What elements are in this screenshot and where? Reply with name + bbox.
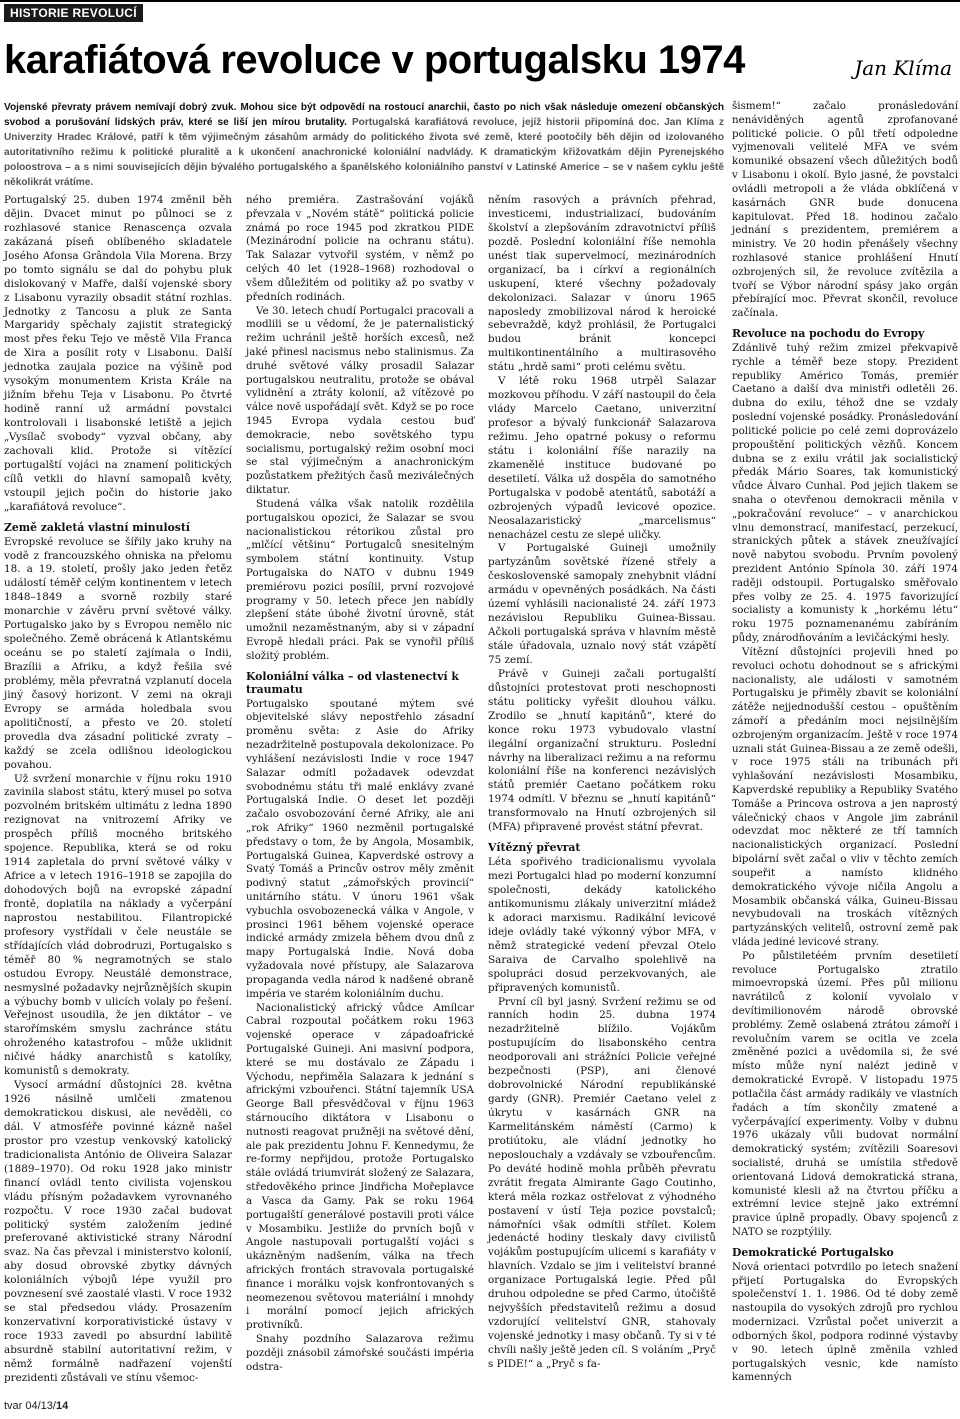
page-number: 14: [55, 1400, 69, 1412]
subheading: Koloniální válka – od vlastenectví k traumatu: [246, 669, 459, 696]
lead-part-1: Vojenské převraty právem nemívají dobrý zvuk. Mohou sice být odpovědí na rostoucí anarchii, často po nich však následuje omezení občanských svobod a porušování lidských práv, které se liší jen mírou brutality.: [4, 102, 724, 128]
paragraph: Léta spořivého tradicionalismu vyvolala mezi Portugalci hlad po moderní konzumní společnosti, dekády katolického antikomunismu zlákaly univerzitní mládež k adoraci marxismu. Radikální levicové ideje ovládly také výkonný výbor MFA, v němž strategické vedení převzal Otelo Saraiva de Carvalho spolehlivě na spolupráci dosud perzekvovaných, ale připravených komunistů.: [488, 856, 716, 994]
paragraph: ného premiéra. Zastrašování vojáků převzala v „Novém státě“ politická policie známá po roce 1945 pod zkratkou PIDE (Mezinárodní policie na ochranu státu). Tak Salazar vytvořil systém, v němž po celých 40 let (1928–1968) rozhodoval o všem důležitém od politiky až po svatby v předních rodinách.: [246, 194, 474, 303]
paragraph: Evropské revoluce se šířily jako kruhy na vodě z francouzského ohniska na přelomu 18. a 19. století, prošly jako jeden řetěz událostí téměř celým kontinentem v letech 1848–1849 a svorně rozbily staré monarchie v závěru první světové války. Portugalsko jako by s Evropou nemělo nic společného. Země obrácená k Atlantskému oceánu se po staletí zajímala o Indii, Brazílii a Afriku, a když řešila své problémy, měla převratná vzplanutí docela jiný časový horizont. V zemi na okraji Evropy se armáda holedbala svou apolitičností, a přesto ve 20. století provedla dva zásadní politické zvraty – každý se zcela odlišnou ideologickou povahou.: [4, 535, 232, 771]
article-lead: [4, 101, 724, 190]
subheading: Demokratické Portugalsko: [732, 1245, 894, 1259]
magazine-issue: tvar 04/13/: [4, 1400, 56, 1412]
text-column-4: [732, 100, 958, 1385]
paragraph: Studená válka však natolik rozdělila portugalskou opozici, že Salazar se svou nacionalistickou rétorikou zůstal pro „mlčící většinu“ Portugalců snesitelným symbolem státní kontinuity. Vstup Portugalska do NATO v dubnu 1949 premiérovu pozici posílil, první rozvojové programy v 50. letech přece jen nabídly zlepšení státe úbohé životní úrovně, stát umožnil nezaměstnaným, aby si v západní Evropě hledali práci. Pak se vynořil příliš složitý problém.: [246, 497, 474, 662]
lead-part-2: Portugalská karafiátová revoluce, jejíž historii připomíná doc. Jan Klíma z Univerzity Hradec Králové, patří k těm výjimečným zásahům armády do politického života své země, které pootočily běh dějin od izolovaného autoritativního režimu k politické pluralitě a k ukončení anachronické koloniální nadvlády. K dramatickým křižovatkám dějin Pyrenejského poloostrova – a s nimi souvisejících dějin bývalého portugalského a španělského koloniálního panství v Latinské Americe – se v našem cyklu ještě několikrát vrátíme.: [4, 116, 725, 188]
paragraph: Portugalsko spoutané mýtem své objevitelské slávy nepostřehlo zásadní proměnu světa: z Asie do Afriky nezadržitelně postupovala dekolonizace. Po vyhlášení nezávislosti Indie v roce 1947 Salazar odmítl požadavek odevzdat svobodnému státu tři malé enklávy zvané Portugalská Indie. O deset let později začalo osvobozování černé Afriky, ale ani „rok Afriky“ 1960 nezměnil portugalské představy o tom, že by Angola, Mosambik, Portugalská Guinea, Kapverdské ostrovy a Svatý Tomáš a Princův ostrov měly změnit podivný statut „zámořských provincií“ unitárního státu. V únoru 1961 však vybuchla osvobozenecká válka v Angole, v prosinci 1961 během vojenské operace indické armády zmizela během dvou dnů z mapy Portugalská Indie. Nová doba vyžadovala nové přístupy, ale Salazarova propaganda vedla národ k nadšené obraně impéria ve starém koloniálním duchu.: [246, 697, 474, 1000]
paragraph: Už svržení monarchie v říjnu roku 1910 zavinila slabost státu, který musel po sotva pozvolném britském ultimátu z ledna 1890 rezignovat na vnitrozemí Afriky ve prospěch příliš mocného britského spojence. Republika, která se od roku 1914 zapletala do první světové války v Africe a v letech 1916–1918 se zapojila do dohodových bojů na evropské západní frontě, doplatila na náklady a vyčerpání naprostou nestabilitou. Filantropické profesory vystřídali v čele neustále se střídajících vlád dobrodruzi, Portugalsko s téměř 80 % negramotných se stalo ostudou Evropy. Neustálé demonstrace, nesmyslné požadavky nejrůznějších skupin a výbuchy bomb v ulicích volaly po řešení. Veřejnost usoudila, že jen diktátor – ve starořímském smyslu zachránce státu ohroženého katastrofou – může uklidnit ničivé hádky anarchistů s katolíky, komunistů s demokraty.: [4, 772, 232, 1078]
section-tag: [0, 0, 960, 22]
subheading: Revoluce na pochodu do Evropy: [732, 327, 925, 340]
paragraph: Nová orientaci potvrdilo po letech snažení přijetí Portugalska do Evropských společenství 1. 1. 1986. Od té doby země nastoupila do vysokých zdrojů pro rychlou modernizaci. Vzrůstal počet univerzit a odborných škol, podpora rodinné výstavby v 90. letech úplně změnila vzhled portugalských vesnic, kde namísto kamenných: [732, 1260, 958, 1384]
paragraph: Vysocí armádní důstojníci 28. května 1926 násilně umlčeli zmatenou demokratickou diskusi, ale nevěděli, co dál. V atmosféře povinné kázně našel prostor pro vzestup venkovský katolický tradicionalista António de Oliveira Salazar (1889–1970). Od roku 1928 jako ministr financí ovládl tento civilista vojenskou vládu přísným požadavkem vyrovnaného rozpočtu. V roce 1930 začal budovat politický systém založením jediné preferované aktivistické strany Národní svaz. Na čas převzal i ministerstvo kolonií, aby dosud obrovské zbytky dávných koloniálních výbojů lépe využil pro povznesení své zaostalé vlasti. V roce 1932 se stal předsedou vlády. Prosazením konzervativní korporativistické ústavy v roce 1933 zavedl po absurdní labilitě absurdně stabilní autoritativní režim, v němž formálně nadřazení vojenští prezidenti zůstávali ve stínu všemoc-: [4, 1079, 232, 1384]
paragraph: Portugalský 25. duben 1974 změnil běh dějin. Dvacet minut po půlnoci se z rozhlasové stanice Renascença ozvala zakázaná píseň oblíbeného skladatele Josého Afonsa Grândola Vila Morena. Brzy po tomto signálu se dal do pohybu pluk dislokovaný v Mafře, další vojenské sbory z Lisabonu vyrazily obsadit státní rozhlas. Jednotky z Tancosu a pluk ze Santa Margaridy spěchaly zajistit strategický most přes řeku Tejo ve městě Vila Franca de Xira a posílit roty v Lisabonu. Další jednotka zaujala pozice na výšině pod vysokým monumentem Krista Krále na jižním břehu Teja v Lisabonu. Po čtvrté hodině ranní už armádní povstalci kontrolovali i lisabonské letiště a jejich „Vysílač svobody“ vyzval občany, aby zachovali klid. Protože si vítězící portugalští vojáci na znamení politických cílů vetkli do hlavní samopalů květy, vstoupil jejich počin do historie jako „karafiátová revoluce“.: [4, 194, 232, 513]
paragraph: V Portugalské Guineji umožnily partyzánům sovětské řízené střely a československé samopaly znehybnit vládní armádu v opevněných posádkách. Na části území vyhlásili nacionalisté 24. září 1973 nezávislou Republiku Guinea-Bissau. Ačkoli portugalská správa v hlavním městě stále úřadovala, uznalo nový stát vzápětí 75 zemí.: [488, 542, 716, 666]
paragraph: šismem!“ začalo pronásledování nenáviděných agentů zprofanované politické policie. O půl třetí odpoledne vyjmenovali velitelé MFA ve svém komuniké obsazení všech důležitých bodů v Lisabonu i okolí. Bylo jasné, že povstalci ovládli metropoli a že vláda obklíčená v kasárnách GNR bude donucena kapitulovat. Před 18. hodinou začalo jednání s prezidentem, premiérem a ministry. Ve 20 hodin přenášely všechny rozhlasové stanice prohlášení Hnutí ozbrojených sil, že revoluce zvítězila a tvoří se Výbor národní spásy jako orgán přebírající moc. Převrat skončil, revoluce začínala.: [732, 100, 958, 320]
subheading: Země zakletá vlastní minulostí: [4, 520, 190, 534]
paragraph: Právě v Guineji začali portugalští důstojníci protestovat proti neschopnosti státu politicky vyřešit dlouhou válku. Zrodilo se „hnutí kapitánů“, které do konce roku 1973 vybudovalo vlastní ilegální organizační strukturu. Poslední návrhy na liberalizaci režimu a na reformu koloniální říše na konferenci nezávislých států premiér Caetano počátkem roku 1974 odmítl. V březnu se „hnutí kapitánů“ transformovalo na Hnutí ozbrojených sil (MFA) připravené provést státní převrat.: [488, 667, 716, 834]
paragraph: Po půlstiletéém prvním desetiletí revoluce Portugalsko ztratilo mimoevropská území. Přes půl milionu navrátilců z kolonií vyvolalo v devítimilionovém národě obrovské problémy. Země oslabená ztrátou zámoří i revolučním varem se ocitla ve zcela změněné pozici a uvědomila si, že své místo může nyní nalézt jedině v demokratické Evropě. V listopadu 1975 potlačila část armády radikály ve vlastních řadách a tím skončily zmatené a vyčerpávající experimenty. Volby v dubnu 1976 ukázaly vůli budovat normální demokratický systém; zvítězili Soaresovi socialisté, druhá se umístila středově orientovaná Lidová demokratická strana, komunisté klesli až na čtvrtou příčku a extrémní levice stejně jako extrémní pravice úplně propadly. Obavy spojenců z NATO se rozptýlily.: [732, 949, 958, 1238]
page-footer: [4, 1400, 68, 1412]
text-column-1: [4, 194, 232, 1386]
paragraph: V létě roku 1968 utrpěl Salazar mozkovou příhodu. V září nastoupil do čela vlády Marcelo Caetano, univerzitní profesor a bývalý funkcionář Salazarova režimu. Jeho opatrné pokusy o reformu státu i koloniální říše narazily na zkamenělé instituce budované po desetiletí. Válka už dospěla do samotného Portugalska v podobě atentátů, sabotáží a ozbrojených výpadů levicové opozice. Neosalazaristický „marcelismus“ nenacházel cestu ze slepé uličky.: [488, 375, 716, 541]
paragraph: Ve 30. letech chudí Portugalci pracovali a modlili se u vědomí, že je paternalistický režim uchránil ještě horších excesů, než jaké přinesl nacismus nebo stalinismus. Za druhé světové války prosadil Salazar portugalskou neutralitu, protože se obával vylidnění a ztráty kolonií, až vítězové po válce nově uspořádají svět. Když se po roce 1945 Evropa vydala cestou buď demokracie, nebo sovětského typu socialismu, portugalský režim osobní moci se stal výjimečným a anachronickým pozůstatkem přežitých časů meziválečných diktatur.: [246, 304, 474, 497]
paragraph: První cíl byl jasný. Svržení režimu se od ranních hodin 25. dubna 1974 nezadržitelně blížilo. Vojákům postupujícím do lisabonského centra neodporovali ani strážníci Policie veřejné bezpečnosti (PSP), ani členové dobrovolnické Národní republikánské gardy (GNR). Premiér Caetano velel z úkrytu v kasárnách GNR na Karmelitánském náměstí (Carmo) k protiútoku, ale vládní jednotky ho neposlouchaly a vzdávaly se vzbouřencům. Po deváté hodině mohla průběh převratu zvrátit fregata Almirante Gago Coutinho, která měla rozkaz ostřelovat z výhodného postavení v ústí Teja pozice povstalců; námořníci však odmítli střílet. Kolem jedenácté hodiny tleskaly davy civilistů vojákům postupujícím ulicemi s karafiáty v hlavních. Vzdalo se jim i velitelství branné organizace Portugalská legie. Před půl druhou odpoledne se před Carmo, útočiště nejvyšších představitelů režimu a dosud vzdorující velitelství GNR, stahovaly vojenské jednotky i masy občanů. Ty si v té chvíli našly ještě jeden cíl. S voláním „Pryč s PIDE!“ a „Pryč s fa-: [488, 995, 716, 1370]
article-author: Jan Klíma: [854, 56, 952, 80]
article-title: karafiátová revoluce v portugalsku 1974: [4, 38, 745, 82]
section-label: HISTORIE REVOLUCÍ: [4, 4, 143, 22]
paragraph: něním rasových a právních přehrad, investicemi, industrializací, budováním školství a zlepšováním zdravotnictví příliš pozdě. Poslední koloniální říše nemohla unést tlak supervelmocí, mezinárodních organizací, ba i církví a regionálních uskupení, které všechny požadovaly dekolonizaci. Salazar v únoru 1965 naposledy zmobilizoval národ k heroické sebevraždě, když prohlásil, že Portugalci budou bránit koncepci multikontinentálního a multirasového státu „hrdě sami“ proti celému světu.: [488, 194, 716, 374]
paragraph: Vítězní důstojníci projevili hned po revoluci ochotu dohodnout se s africkými nacionalisty, ale události v samotném Portugalsku je přiměly zbavit se koloniální zátěže nejjednodušší cestou – opuštěním zámoří a předáním moci nejsilnějším ozbrojeným organizacím. Ještě v roce 1974 uznali stát Guinea-Bissau a ze země odešli, v roce 1975 stáli na tribunách při vyhlašování nezávislosti Mosambiku, Kapverdské republiky a Republiky Svatého Tomáše a Princova ostrova a jen naprostý válečnický chaos v Angole jim zabránil odevzdat moc některé ze tří tamních nacionalistických organizací. Poslední bipolární svět začal o vliv v těchto zemích soupeřit a namísto klidného demokratického vývoje ničila Angolu a Mosambik občanská válka, Guineu-Bissau nevybudovali na troskách vítězných partyzánských velitelů, ostrovní země pak vláda jediné levicové strany.: [732, 645, 958, 948]
text-column-3: [488, 194, 716, 1372]
paragraph: Nacionalistický africký vůdce Amílcar Cabral rozpoutal počátkem roku 1963 vojenské operace v západoafrické Portugalské Guineji. Ani masivní podpora, které se mu dostávalo ze Západu i Východu, nepřiměla Salazara k jednání s africkými vzbouřenci. Státní tajemník USA George Ball přesvědčoval v říjnu 1963 stárnoucího diktátora v Lisabonu o nutnosti reagovat pružněji na světové dění, ale pak prezidentu Johnu F. Kennedymu, že re-formy nepřijdou, protože Portugalsko stále ovládá triumvirát složený ze Salazara, středověkého prince Jindřicha Mořeplavce a Vasca da Gamy. Pak se roku 1964 portugalští generálové postavili proti válce v Mosambiku. Jestliže do prvních bojů v Angole nastupovali portugalští vojáci s ukázněným nadšením, válka na třech afrických frontách stravovala portugalské finance i morálku vojsk konfrontovaných s neomezenou světovou materiální i mnohdy i morální pomocí jejich afrických protivníků.: [246, 1001, 474, 1332]
text-column-2: [246, 194, 474, 1374]
subheading: Vítězný převrat: [488, 841, 581, 855]
paragraph: Snahy pozdního Salazarova režimu později znásobil zámořské součásti impéria odstra-: [246, 1333, 474, 1373]
paragraph: Zdánlivě tuhý režim zmizel překvapivě rychle a téměř beze stopy. Prezident republiky Américo Tomás, premiér Caetano a další dva ministři odletěli 26. dubna do exilu, téhož dne se vzdaly poslední vojenské posádky. Pronásledování politické policie po celé zemi doprovázelo propouštění politických vězňů. Koncem dubna se z exilu vrátil jak socialistický předák Mário Soares, tak komunistický vůdce Álvaro Cunhal. Pod jejich tlakem se snaha o otevřenou demokracii měnila v „pokračování revoluce“ – v anarchickou vlnu demonstrací, manifestací, perzekucí, stranických půtek a stávek zneužívající nově nabytou svobodu. Prvním povolený prezident António Spínola 30. září 1974 raději odstoupil. Portugalsko směřovalo přes volby ze 25. 4. 1975 favorizující socialisty a komunisty k „horkému létu“ roku 1975 poznamenanému zabíráním půdy, znárodňováním a levičáckými hesly.: [732, 342, 958, 645]
